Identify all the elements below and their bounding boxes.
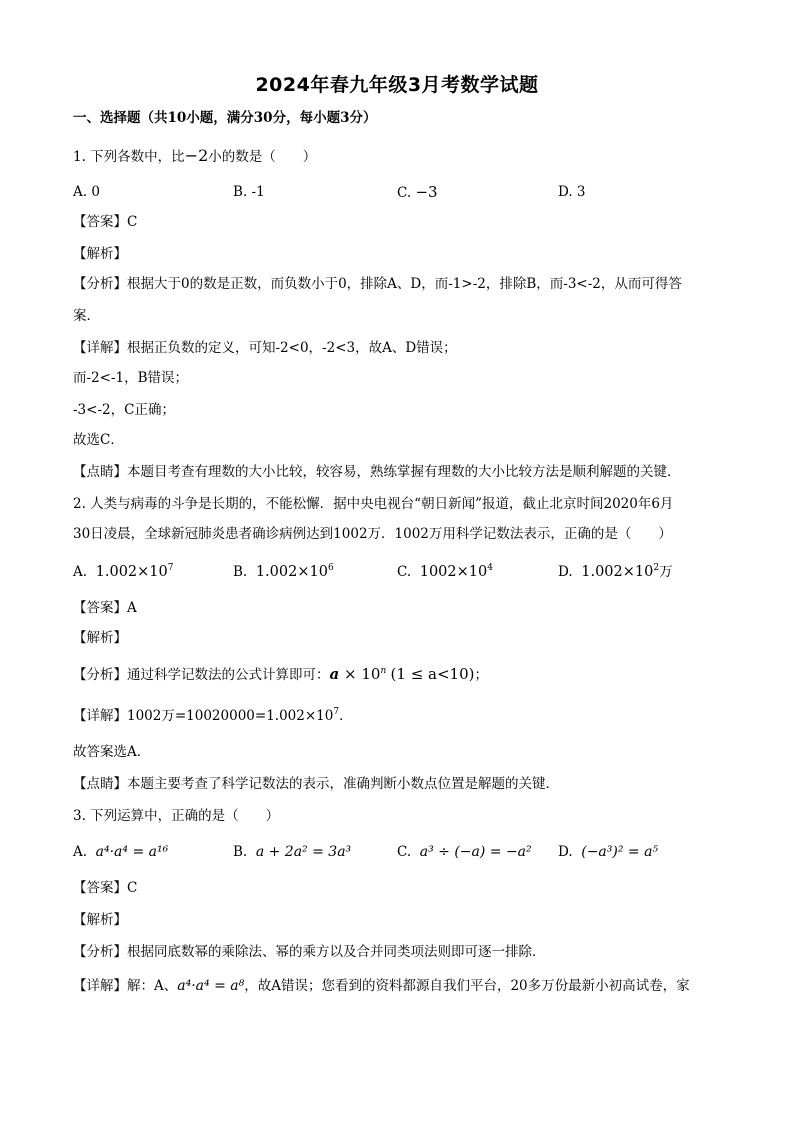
q2-option-a-label: A. bbox=[73, 564, 88, 580]
q2-dianjing-tag: 【点睛】 bbox=[73, 776, 127, 792]
q2-analysis-label: 【解析】 bbox=[73, 630, 127, 646]
q1-xiangjie bbox=[73, 338, 457, 358]
q3-option-d-expr: (−a³)² = a⁵ bbox=[581, 844, 659, 860]
q2-option-c-base: 1002×10 bbox=[419, 564, 488, 580]
q1-xiangjie-text: 根据正负数的定义，可知-2<0，-2<3，故A、D错误； bbox=[127, 340, 457, 356]
q1-dianjing bbox=[73, 462, 681, 482]
q2-xiangjie bbox=[73, 706, 353, 726]
q1-line-d: 故选C． bbox=[73, 432, 124, 448]
q2-stem-line1: 2. 人类与病毒的斗争是长期的，不能松懈．据中央电视台“朝日新闻”报道，截止北京时间2020年6月 bbox=[73, 496, 674, 512]
q1-line-c: -3<-2，C正确； bbox=[73, 402, 175, 418]
q3-fenxi-text: 根据同底数幂的乘除法、幂的乘方以及合并同类项法则即可逐一排除． bbox=[127, 944, 546, 960]
q1-option-b: B. -1 bbox=[233, 184, 265, 200]
q1-fenxi-text: 根据大于0的数是正数，而负数小于0，排除A、D，而-1>-2，排除B，而-3<-2，从而可得答 bbox=[127, 276, 682, 292]
q3-option-c-expr: a³ ÷ (−a) = −a² bbox=[419, 844, 532, 860]
q2-dianjing bbox=[73, 774, 559, 794]
q3-xiangjie-tag: 【详解】 bbox=[73, 978, 127, 994]
q3-fenxi bbox=[73, 942, 546, 962]
q2-option-b-base: 1.002×10 bbox=[255, 564, 328, 580]
q3-option-b-expr: a + 2a² = 3a³ bbox=[255, 844, 352, 860]
q2-formula-times: × 10 bbox=[339, 665, 381, 683]
q3-option-c-label: C. bbox=[397, 844, 412, 860]
q3-option-b-label: B. bbox=[233, 844, 248, 860]
q2-fenxi-tag: 【分析】 bbox=[73, 667, 127, 683]
q3-option-a-label: A. bbox=[73, 844, 88, 860]
q2-option-b-exp: 6 bbox=[327, 563, 334, 573]
q2-option-a-base: 1.002×10 bbox=[95, 564, 168, 580]
q3-fenxi-tag: 【分析】 bbox=[73, 944, 127, 960]
q1-answer: 【答案】C bbox=[73, 214, 138, 230]
q2-fenxi bbox=[73, 664, 488, 685]
q1-fenxi-cont: 案． bbox=[73, 308, 100, 324]
q2-dianjing-text: 本题主要考查了科学记数法的表示，准确判断小数点位置是解题的关键． bbox=[127, 776, 559, 792]
q1-dianjing-tag: 【点睛】 bbox=[73, 464, 127, 480]
q2-xiangjie-exp: 7 bbox=[333, 707, 340, 717]
q2-option-c bbox=[397, 562, 493, 582]
q2-formula-a: a bbox=[329, 665, 340, 683]
q3-option-b bbox=[233, 842, 351, 862]
q3-answer: 【答案】C bbox=[73, 880, 138, 896]
q2-fenxi-end: ； bbox=[474, 667, 488, 683]
q1-option-c-label: C. bbox=[397, 185, 412, 201]
q2-option-a bbox=[73, 562, 174, 582]
q2-option-d-base: 1.002×10 bbox=[581, 564, 654, 580]
q2-option-d bbox=[558, 562, 673, 582]
q1-fenxi-tag: 【分析】 bbox=[73, 276, 127, 292]
q3-xiangjie-text: 解：A、 bbox=[127, 978, 178, 994]
q3-option-c bbox=[397, 842, 532, 862]
q1-stem-value: −2 bbox=[184, 146, 209, 165]
q3-xiangjie-expr: a⁴·a⁴ = a⁸ bbox=[177, 978, 245, 994]
q2-xiangjie-end: ． bbox=[339, 708, 353, 724]
q2-xiangjie-text: 1002万=10020000=1.002×10 bbox=[127, 708, 334, 724]
page-title: 2024年春九年级3月考数学试题 bbox=[255, 74, 539, 96]
q2-formula-range: (1 ≤ a<10) bbox=[390, 665, 475, 683]
q2-option-c-exp: 4 bbox=[487, 563, 493, 573]
q2-formula-exp: n bbox=[380, 666, 387, 676]
q2-fenxi-text: 通过科学记数法的公式计算即可： bbox=[127, 667, 330, 683]
q1-option-c-value: −3 bbox=[415, 183, 438, 201]
q1-option-c bbox=[397, 182, 438, 203]
q1-stem-text: 1. 下列各数中，比 bbox=[73, 149, 185, 165]
q2-option-a-exp: 7 bbox=[167, 563, 174, 573]
q2-option-d-label: D. bbox=[558, 564, 573, 580]
q2-stem-line2: 30日凌晨，全球新冠肺炎患者确诊病例达到1002万．1002万用科学记数法表示，正确的是（ ） bbox=[73, 526, 672, 542]
section-heading: 一、选择题（共10小题，满分30分，每小题3分） bbox=[73, 110, 377, 126]
q3-option-a bbox=[73, 842, 168, 862]
q1-stem-text-end: 小的数是（ ） bbox=[208, 149, 317, 165]
q1-option-d: D. 3 bbox=[558, 184, 586, 200]
q2-xiangjie-tag: 【详解】 bbox=[73, 708, 127, 724]
q2-line-choose: 故答案选A． bbox=[73, 744, 151, 760]
q1-stem bbox=[73, 146, 316, 167]
q3-option-d-label: D. bbox=[558, 844, 573, 860]
q3-xiangjie bbox=[73, 976, 690, 996]
q1-analysis-label: 【解析】 bbox=[73, 246, 127, 262]
q3-stem: 3. 下列运算中，正确的是（ ） bbox=[73, 808, 280, 824]
q1-option-a: A. 0 bbox=[73, 184, 100, 200]
q3-option-d bbox=[558, 842, 658, 862]
q2-option-b-label: B. bbox=[233, 564, 248, 580]
q3-analysis-label: 【解析】 bbox=[73, 912, 127, 928]
q1-line-b: 而-2<-1，B错误； bbox=[73, 370, 189, 386]
q1-xiangjie-tag: 【详解】 bbox=[73, 340, 127, 356]
q3-xiangjie-text-end: ，故A错误；您看到的资料都源自我们平台，20多万份最新小初高试卷，家 bbox=[244, 978, 690, 994]
q3-option-a-expr: a⁴·a⁴ = a¹⁶ bbox=[95, 844, 169, 860]
q1-dianjing-text: 本题目考查有理数的大小比较，较容易，熟练掌握有理数的大小比较方法是顺利解题的关键． bbox=[127, 464, 681, 480]
q2-option-d-unit: 万 bbox=[659, 564, 673, 580]
q2-option-b bbox=[233, 562, 334, 582]
q2-answer: 【答案】A bbox=[73, 600, 137, 616]
q2-option-d-exp: 2 bbox=[653, 563, 660, 573]
q1-fenxi bbox=[73, 274, 682, 294]
q2-option-c-label: C. bbox=[397, 564, 412, 580]
